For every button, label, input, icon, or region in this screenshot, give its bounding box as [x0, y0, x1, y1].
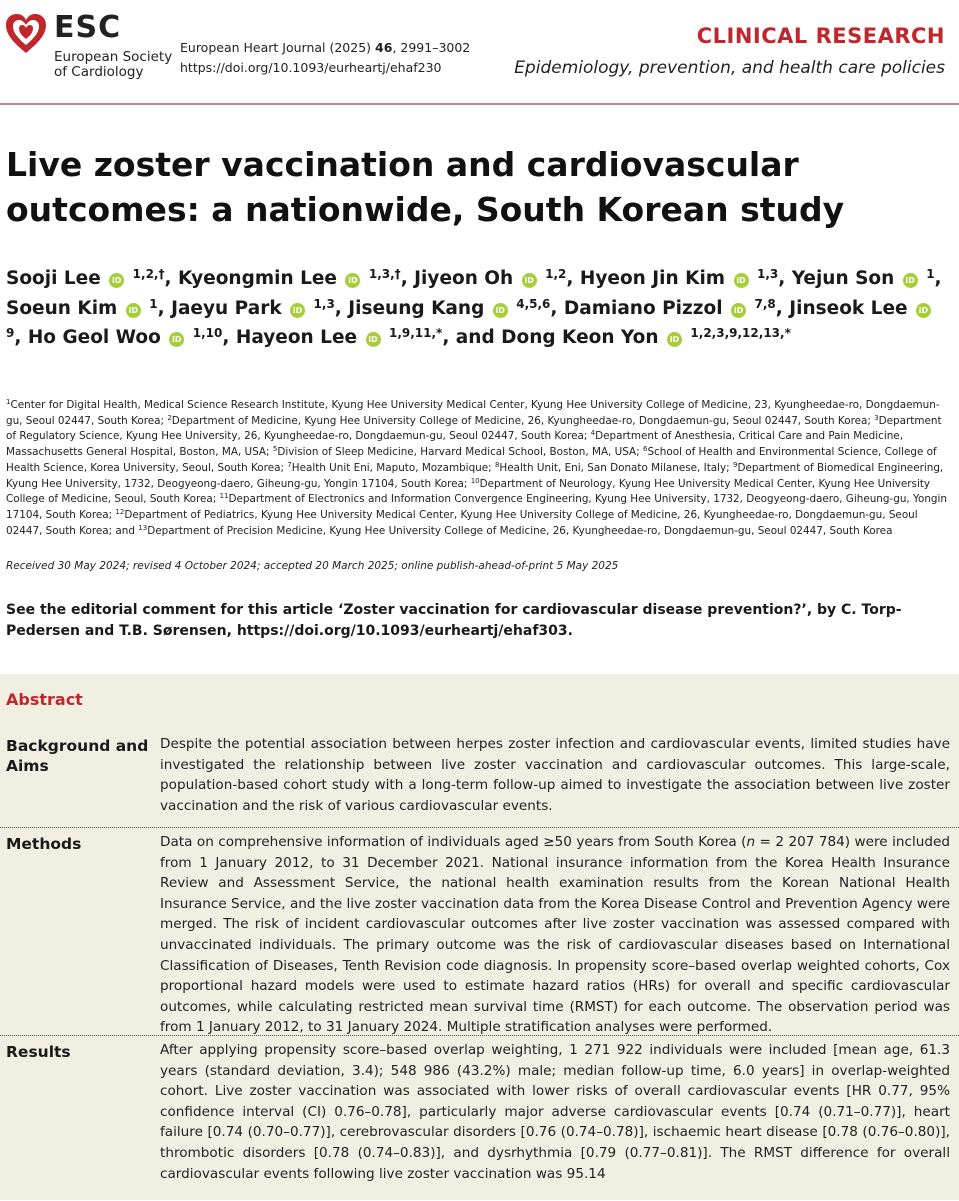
- article-header: [0, 0, 959, 100]
- editorial-note: See the editorial comment for this article ‘Zoster vaccination for cardiovascular disease prevention?’, by C. Torp-Pedersen and T.B. Sørensen, https://doi.org/10.1093/eurheartj/ehaf303.: [6, 602, 902, 639]
- author-name: Kyeongmin Lee: [177, 268, 337, 289]
- affiliation-number: 5: [272, 445, 278, 454]
- author-entry: [6, 298, 171, 319]
- author-affiliation-marks: 1,3,†: [368, 267, 401, 281]
- author-name: Jaeyu Park: [171, 297, 282, 319]
- author-name: Hayeon Lee: [235, 327, 358, 348]
- results-label: Results: [6, 1043, 71, 1061]
- author-name: Sooji Lee: [6, 268, 101, 289]
- affiliations: [6, 398, 951, 539]
- affiliation-text: Health Unit Eni, Maputo, Mozambique;: [291, 461, 495, 474]
- author-entry: [178, 268, 414, 289]
- author-entry: [414, 268, 580, 289]
- affiliation-number: 13: [138, 523, 148, 532]
- author-name: Hyeon Jin Kim: [579, 268, 726, 289]
- author-separator: ,: [157, 297, 172, 319]
- affiliation-text: Department of Biomedical Engineering, Kyung Hee University, 1732, Deogyeong-daero, Giheung-gu, Yongin 17104, South Korea;: [6, 461, 944, 490]
- affiliation-number: 12: [115, 507, 125, 516]
- affiliation-number: 9: [732, 460, 738, 469]
- orcid-icon[interactable]: iD: [109, 273, 124, 288]
- author-affiliation-marks: 9: [6, 326, 15, 340]
- author-affiliation-marks: 1,2,†: [132, 267, 165, 281]
- author-affiliation-marks: 1,2: [545, 267, 567, 281]
- orcid-icon[interactable]: iD: [366, 332, 381, 347]
- author-separator: ,: [566, 268, 580, 289]
- affiliation-number: 4: [590, 429, 596, 438]
- orcid-icon[interactable]: iD: [731, 303, 746, 318]
- author-separator: ,: [164, 268, 178, 289]
- orcid-icon[interactable]: iD: [345, 273, 360, 288]
- affiliation-text: Department of Regulatory Science, Kyung Hee University, 26, Kyungheedae-ro, Dongdaemun-gu, Seoul 02447, South Korea;: [6, 414, 942, 443]
- affiliation-text: Health Unit, Eni, San Donato Milanese, Italy;: [499, 461, 733, 474]
- author-separator: ,: [550, 297, 564, 319]
- affiliation-number: 8: [494, 460, 500, 469]
- affiliation-text: Department of Anesthesia, Critical Care and Pain Medicine, Massachusetts General Hospital, Boston, MA, USA;: [6, 430, 903, 459]
- author-name: Jinseok Lee: [789, 297, 908, 319]
- results-text: After applying propensity score–based overlap weighting, 1 271 922 individuals were included [mean age, 61.3 years (standard deviation, 3.4); 548 986 (43.2%) male; median follow-up time, 6.0 years] in overlap-weighted cohort. Live zoster vaccination was associated with lower risks of overall cardiovascular events [HR 0.77, 95% confidence interval (CI) 0.76–0.78], particularly major adverse cardiovascular events [0.74 (0.71–0.77)], heart failure [0.74 (0.70–0.77)], cerebrovascular disorders [0.76 (0.74–0.78)], ischaemic heart disease [0.78 (0.76–0.80)], thrombotic disorders [0.78 (0.74–0.83)], and dysrhythmia [0.79 (0.77–0.81)]. The RMST difference for overall cardiovascular events following live zoster vaccination was 95.14: [160, 1042, 950, 1182]
- author-separator: ,: [934, 268, 942, 289]
- author-affiliation-marks: 1: [149, 296, 158, 311]
- methods-text: Data on comprehensive information of individuals aged ≥50 years from South Korea (n = 2 207 784) were included from 1 January 2012, to 31 December 2021. National insurance information from the Korea Health Insurance Review and Assessment Service, the national health examination results from the Korean National Health Insurance Service, and the live zoster vaccination data from the Korea Disease Control and Prevention Agency were merged. The risk of incident cardiovascular outcomes after live zoster vaccination was assessed compared with unvaccinated individuals. The primary outcome was the risk of cardiovascular diseases based on International Classification of Diseases, Tenth Revision code diagnosis. In propensity score–based overlap weighted cohorts, Cox proportional hazard models were used to estimate hazard ratios (HRs) for overall and specific cardiovascular outcomes, while calculating restricted mean survival time (RMST) for each outcome. The observation period was from 1 January 2012, to 31 January 2024. Multiple stratification analyses were performed.: [160, 834, 950, 1036]
- background-label: Background and Aims: [6, 737, 149, 775]
- author-name: and Dong Keon Yon: [455, 327, 659, 348]
- background-text: Despite the potential association between herpes zoster infection and cardiovascular events, limited studies have investigated the relationship between live zoster vaccination and cardiovascular outcomes. This large-scale, population-based cohort study with a long-term follow-up aimed to investigate the association between live zoster vaccination and the risk of various cardiovascular events.: [160, 736, 950, 814]
- author-entry: [792, 268, 942, 289]
- journal-citation: European Heart Journal (2025) 46, 2991–3002 https://doi.org/10.1093/eurheartj/ehaf230: [180, 38, 470, 78]
- author-entry: [171, 298, 348, 319]
- author-affiliation-marks: 1: [926, 267, 935, 281]
- author-separator: ,: [442, 327, 456, 348]
- abstract-heading: Abstract: [6, 690, 83, 709]
- author-affiliation-marks: 1,3: [756, 267, 779, 281]
- orcid-icon[interactable]: iD: [734, 273, 749, 288]
- author-name: Yejun Son: [791, 268, 895, 289]
- orcid-icon[interactable]: iD: [493, 303, 508, 318]
- abstract-background-row: [0, 730, 959, 826]
- author-affiliation-marks: 1,10: [192, 326, 223, 340]
- orcid-icon[interactable]: iD: [169, 332, 184, 347]
- author-entry: [236, 327, 456, 348]
- header-divider: [0, 103, 959, 105]
- affiliation-number: 11: [219, 492, 229, 501]
- author-entry: [456, 327, 791, 348]
- article-title: Live zoster vaccination and cardiovascular outcomes: a nationwide, South Korean study: [6, 145, 845, 229]
- affiliation-number: 1: [6, 398, 11, 406]
- methods-label: Methods: [6, 835, 82, 853]
- author-affiliation-marks: 1,2,3,9,12,13,*: [690, 326, 791, 340]
- author-entry: [564, 298, 789, 319]
- author-separator: ,: [778, 268, 792, 289]
- section-label: CLINICAL RESEARCH: [696, 24, 945, 48]
- affiliation-text: Department of Electronics and Information Convergence Engineering, Kyung Hee University, 1732, Deogyeong-daero, Giheung-gu, Yongin 17104, South Korea;: [6, 493, 948, 521]
- society-name: European Society of Cardiology: [54, 49, 173, 80]
- author-name: Ho Geol Woo: [27, 327, 161, 348]
- abstract-results-row: [0, 1035, 959, 1201]
- author-name: Soeun Kim: [6, 297, 118, 319]
- affiliation-text: Division of Sleep Medicine, Harvard Medical School, Boston, MA, USA;: [277, 446, 643, 459]
- section-subtitle: Epidemiology, prevention, and health care policies: [514, 58, 945, 78]
- author-separator: ,: [222, 327, 236, 348]
- author-name: Jiyeon Oh: [414, 268, 514, 289]
- affiliation-number: 10: [470, 476, 480, 485]
- author-affiliation-marks: 7,8: [754, 296, 776, 311]
- author-separator: ,: [14, 327, 28, 348]
- abstract-panel: [0, 674, 959, 1200]
- affiliation-text: Center for Digital Health, Medical Science Research Institute, Kyung Hee University Medical Center, Kyung Hee University College of Medicine, 23, Kyungheedae-ro, Dongdaemun-gu, Seoul 02447, South Korea;: [6, 399, 940, 427]
- orcid-icon[interactable]: iD: [522, 273, 537, 288]
- author-entry: [6, 268, 178, 289]
- orcid-icon[interactable]: iD: [126, 303, 141, 318]
- author-list: [6, 264, 951, 353]
- orcid-icon[interactable]: iD: [916, 303, 931, 318]
- author-affiliation-marks: 1,3: [313, 296, 335, 311]
- author-entry: [28, 327, 236, 348]
- author-separator: ,: [400, 268, 415, 289]
- esc-heart-logo-icon: [4, 12, 48, 56]
- author-affiliation-marks: 4,5,6: [516, 296, 551, 311]
- affiliation-text: School of Health and Environmental Science, College of Health Science, Korea University, Seoul, South Korea;: [6, 446, 937, 474]
- orcid-icon[interactable]: iD: [667, 332, 682, 347]
- affiliation-text: Department of Precision Medicine, Kyung Hee University College of Medicine, 26, Kyungheedae-ro, Dongdaemun-gu, Seoul 02447, South Korea: [147, 524, 893, 537]
- esc-wordmark: ESC: [54, 10, 122, 45]
- doi-link[interactable]: https://doi.org/10.1093/eurheartj/ehaf230: [180, 60, 442, 75]
- author-separator: ,: [775, 297, 790, 319]
- affiliation-text: Department of Neurology, Kyung Hee University Medical Center, Kyung Hee University College of Medicine, Seoul, South Korea;: [6, 477, 931, 506]
- affiliation-text: Department of Pediatrics, Kyung Hee University Medical Center, Kyung Hee University College of Medicine, 26, Kyungheedae-ro, Dongdaemun-gu, Seoul 02447, South Korea; and: [6, 508, 918, 537]
- affiliation-number: 2: [167, 413, 172, 422]
- author-affiliation-marks: 1,9,11,*: [388, 326, 443, 340]
- author-separator: ,: [334, 297, 349, 319]
- author-name: Jiseung Kang: [348, 297, 485, 319]
- affiliation-text: Department of Medicine, Kyung Hee University College of Medicine, 26, Kyungheedae-ro, Dongdaemun-gu, Seoul 02447, South Korea;: [171, 414, 875, 427]
- orcid-icon[interactable]: iD: [903, 273, 918, 288]
- affiliation-number: 3: [874, 413, 879, 422]
- abstract-methods-row: [0, 827, 959, 1036]
- received-dates: Received 30 May 2024; revised 4 October 2024; accepted 20 March 2025; online publish-ahead-of-print 5 May 2025: [6, 560, 619, 572]
- author-entry: [580, 268, 792, 289]
- affiliation-number: 7: [287, 460, 292, 469]
- affiliation-number: 6: [642, 445, 648, 454]
- orcid-icon[interactable]: iD: [290, 303, 305, 318]
- author-name: Damiano Pizzol: [563, 297, 723, 319]
- author-entry: [348, 298, 564, 319]
